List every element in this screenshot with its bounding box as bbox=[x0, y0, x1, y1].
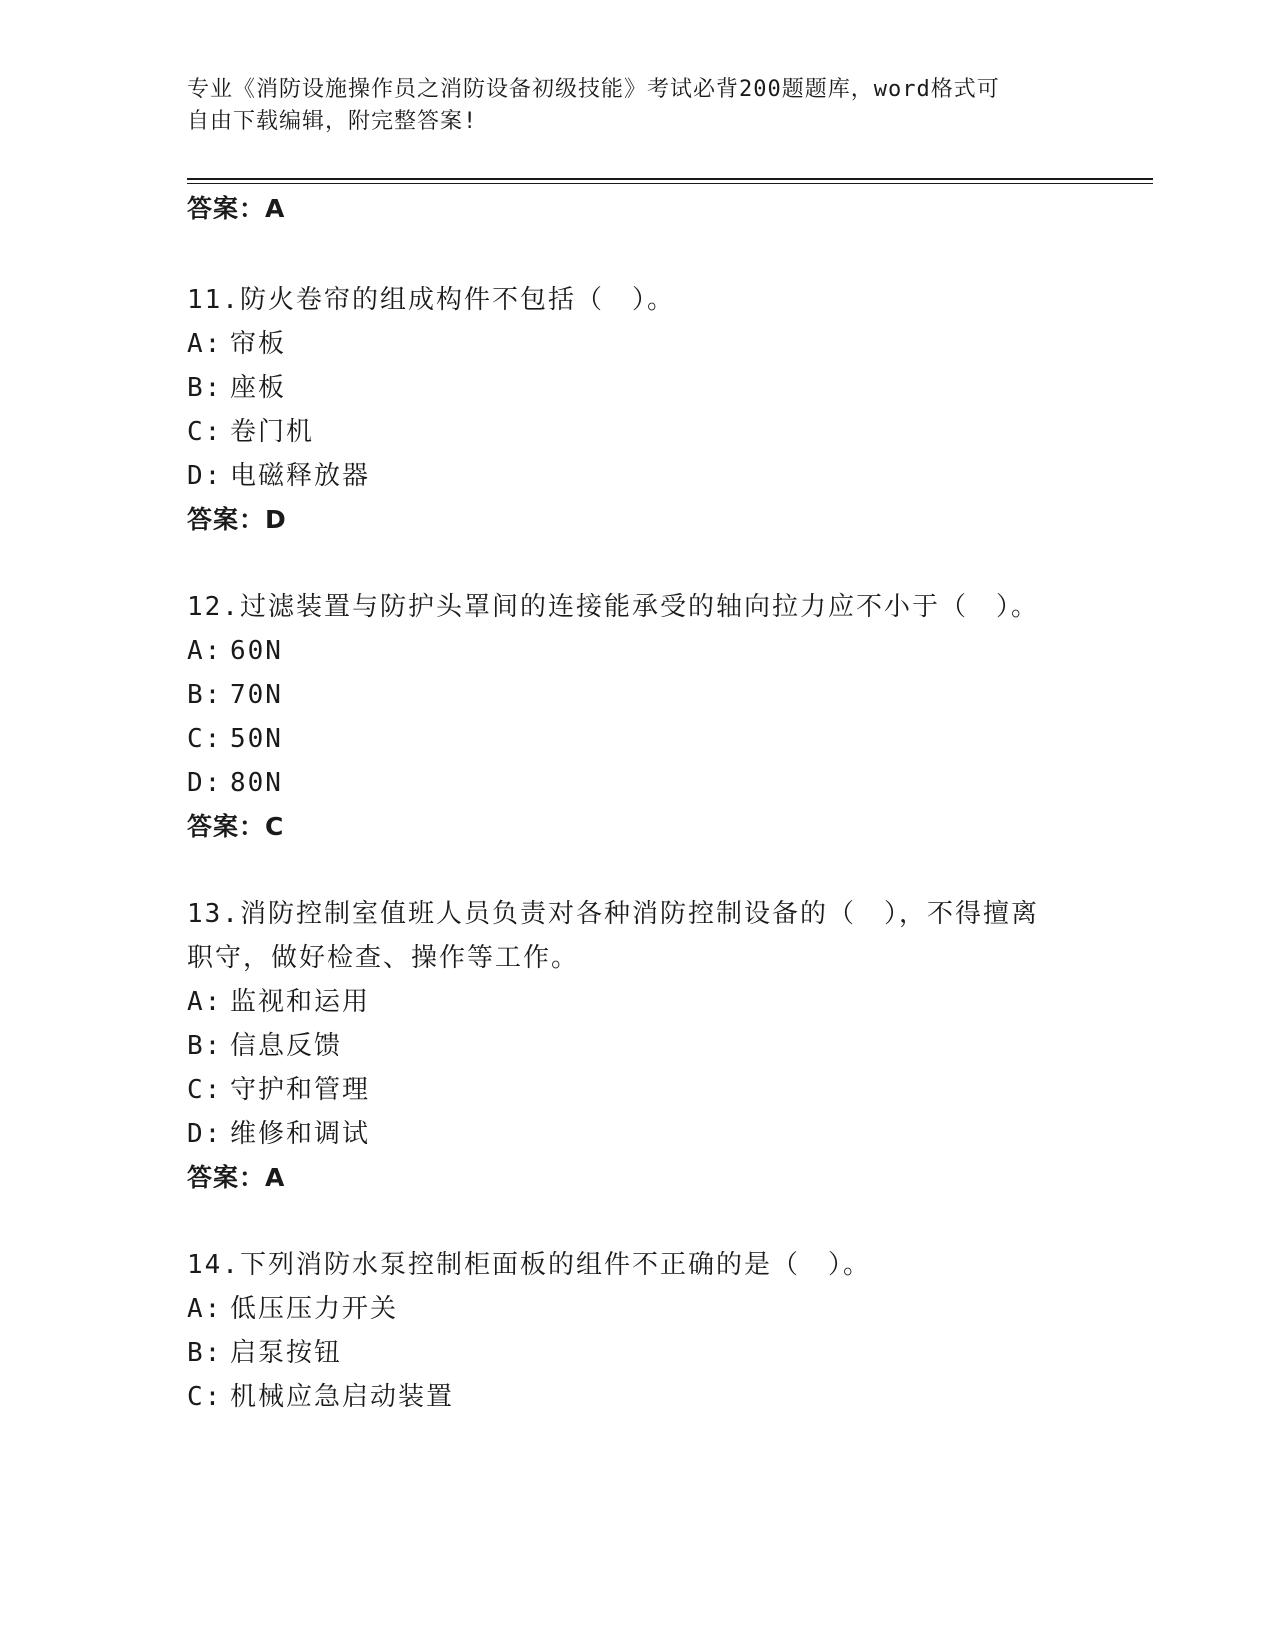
question-11-stem: 11.防火卷帘的组成构件不包括（ ）。 bbox=[187, 285, 675, 315]
previous-answer: 答案：A bbox=[187, 194, 286, 223]
option-text: 启泵按钮 bbox=[230, 1338, 343, 1368]
option-text: 监视和运用 bbox=[230, 987, 371, 1017]
option-text: 50N bbox=[230, 724, 283, 754]
question-11-option-a bbox=[187, 327, 286, 361]
question-12-stem: 12.过滤装置与防护头罩间的连接能承受的轴向拉力应不小于（ ）。 bbox=[187, 592, 1039, 622]
question-14-option-b bbox=[187, 1336, 342, 1370]
question-13-stem-line-2: 职守，做好检查、操作等工作。 bbox=[187, 943, 580, 973]
question-11-option-d bbox=[187, 459, 370, 493]
option-label: A: bbox=[187, 329, 223, 359]
question-12-option-c bbox=[187, 722, 283, 756]
question-13-option-c bbox=[187, 1073, 370, 1107]
option-text: 低压压力开关 bbox=[230, 1294, 399, 1324]
option-label: D: bbox=[187, 768, 223, 798]
option-text: 维修和调试 bbox=[230, 1119, 371, 1149]
header-divider-thin bbox=[187, 183, 1153, 184]
option-text: 座板 bbox=[230, 373, 287, 403]
question-11-option-c bbox=[187, 415, 314, 449]
header-divider-thick bbox=[187, 178, 1153, 180]
question-12-option-d bbox=[187, 766, 283, 800]
option-text: 卷门机 bbox=[230, 417, 315, 447]
option-label: B: bbox=[187, 680, 223, 710]
page-header bbox=[187, 74, 1087, 138]
question-12-option-a bbox=[187, 634, 283, 668]
option-text: 60N bbox=[230, 636, 283, 666]
option-text: 帘板 bbox=[230, 329, 287, 359]
option-text: 80N bbox=[230, 768, 283, 798]
option-label: C: bbox=[187, 1382, 223, 1412]
question-13-answer: 答案：A bbox=[187, 1163, 286, 1192]
option-label: B: bbox=[187, 373, 223, 403]
question-11-answer: 答案：D bbox=[187, 505, 287, 534]
option-label: B: bbox=[187, 1338, 223, 1368]
option-label: C: bbox=[187, 1075, 223, 1105]
option-text: 机械应急启动装置 bbox=[230, 1382, 455, 1412]
question-13-option-d bbox=[187, 1117, 370, 1151]
question-12-answer: 答案：C bbox=[187, 812, 285, 841]
option-label: A: bbox=[187, 636, 223, 666]
option-label: D: bbox=[187, 461, 223, 491]
option-label: A: bbox=[187, 1294, 223, 1324]
option-label: A: bbox=[187, 987, 223, 1017]
header-line-2: 自由下载编辑，附完整答案! bbox=[187, 109, 478, 134]
option-text: 70N bbox=[230, 680, 283, 710]
option-label: C: bbox=[187, 724, 223, 754]
question-13-stem-line-1: 13.消防控制室值班人员负责对各种消防控制设备的（ ），不得擅离 bbox=[187, 899, 1039, 929]
option-text: 信息反馈 bbox=[230, 1031, 343, 1061]
option-label: D: bbox=[187, 1119, 223, 1149]
question-12-option-b bbox=[187, 678, 283, 712]
question-14-option-a bbox=[187, 1292, 398, 1326]
question-14-stem: 14.下列消防水泵控制柜面板的组件不正确的是（ ）。 bbox=[187, 1250, 871, 1280]
option-text: 守护和管理 bbox=[230, 1075, 371, 1105]
question-13-option-a bbox=[187, 985, 370, 1019]
question-14-option-c bbox=[187, 1380, 454, 1414]
option-text: 电磁释放器 bbox=[230, 461, 371, 491]
question-13-option-b bbox=[187, 1029, 342, 1063]
option-label: B: bbox=[187, 1031, 223, 1061]
header-line-1: 专业《消防设施操作员之消防设备初级技能》考试必背200题题库，word格式可 bbox=[187, 77, 1000, 102]
option-label: C: bbox=[187, 417, 223, 447]
question-11-option-b bbox=[187, 371, 286, 405]
